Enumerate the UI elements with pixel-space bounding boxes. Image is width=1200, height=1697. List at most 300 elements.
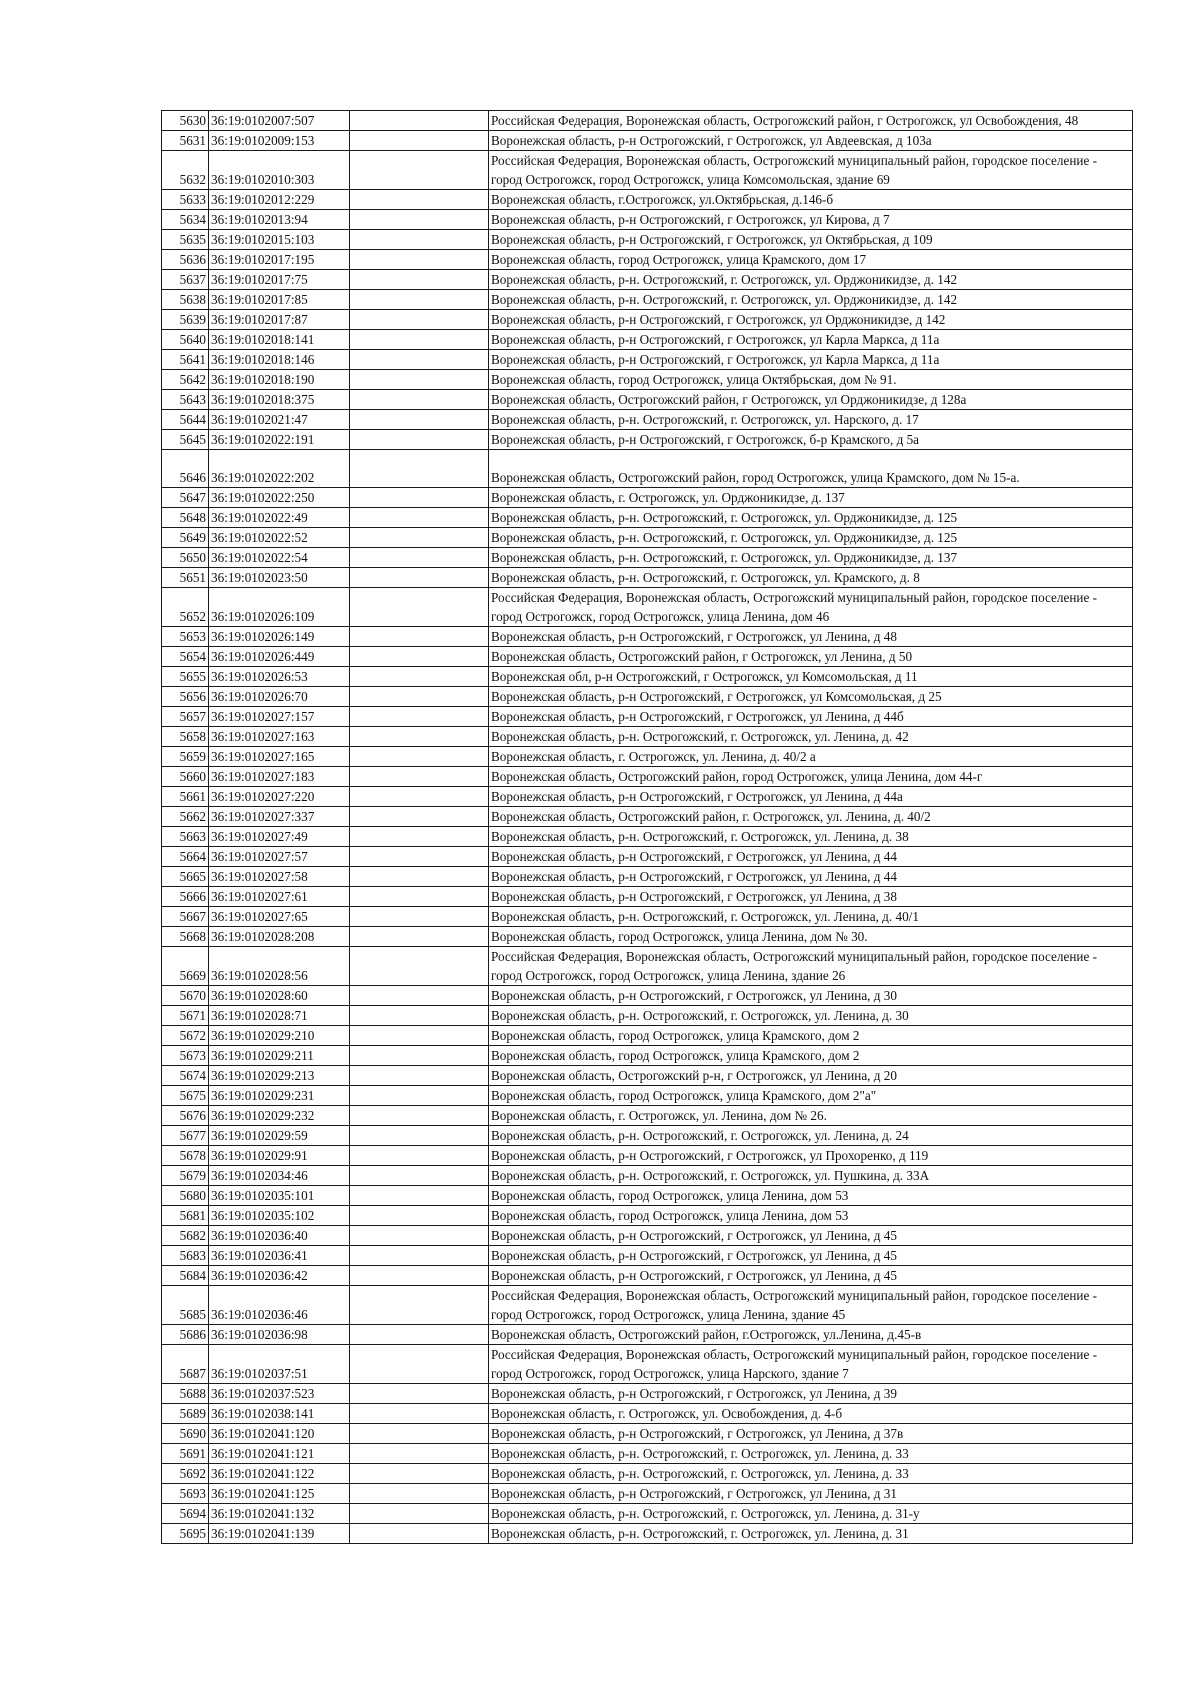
address-cell: Воронежская область, р-н. Острогожский, г. Острогожск, ул. Ленина, д. 31 bbox=[489, 1524, 1133, 1544]
table-row bbox=[162, 767, 1133, 787]
address-cell: Воронежская область, г. Острогожск, ул. Освобождения, д. 4-б bbox=[489, 1404, 1133, 1424]
table-row bbox=[162, 270, 1133, 290]
address-cell: Воронежская область, город Острогожск, улица Крамского, дом 2 bbox=[489, 1026, 1133, 1046]
address-cell: Воронежская область, р-н Острогожский, г Острогожск, ул Кирова, д 7 bbox=[489, 210, 1133, 230]
row-number-cell: 5666 bbox=[162, 887, 209, 907]
address-cell: Воронежская область, р-н. Острогожский, г. Острогожск, ул. Ленина, д. 30 bbox=[489, 1006, 1133, 1026]
table-row bbox=[162, 1484, 1133, 1504]
table-row bbox=[162, 727, 1133, 747]
address-cell: Воронежская область, р-н. Острогожский, г. Острогожск, ул. Нарского, д. 17 bbox=[489, 410, 1133, 430]
table-row bbox=[162, 330, 1133, 350]
row-number-cell: 5675 bbox=[162, 1086, 209, 1106]
table-row bbox=[162, 350, 1133, 370]
table-row bbox=[162, 1106, 1133, 1126]
cadastral-number-cell: 36:19:0102029:59 bbox=[209, 1126, 350, 1146]
cadastral-number-cell: 36:19:0102026:70 bbox=[209, 687, 350, 707]
table-row bbox=[162, 1126, 1133, 1146]
empty-cell bbox=[350, 430, 489, 450]
row-number-cell: 5673 bbox=[162, 1046, 209, 1066]
cadastral-number-cell: 36:19:0102029:211 bbox=[209, 1046, 350, 1066]
table-row bbox=[162, 1504, 1133, 1524]
cadastral-number-cell: 36:19:0102022:49 bbox=[209, 508, 350, 528]
cadastral-number-cell: 36:19:0102029:231 bbox=[209, 1086, 350, 1106]
row-number-cell: 5676 bbox=[162, 1106, 209, 1126]
address-cell: Воронежская область, р-н. Острогожский, г. Острогожск, ул. Орджоникидзе, д. 137 bbox=[489, 548, 1133, 568]
address-cell: Воронежская область, р-н Острогожский, г Острогожск, ул Карла Маркса, д 11а bbox=[489, 330, 1133, 350]
empty-cell bbox=[350, 1226, 489, 1246]
empty-cell bbox=[350, 747, 489, 767]
cadastral-number-cell: 36:19:0102022:191 bbox=[209, 430, 350, 450]
row-number-cell: 5655 bbox=[162, 667, 209, 687]
address-cell: Воронежская область, р-н. Острогожский, г. Острогожск, ул. Ленина, д. 38 bbox=[489, 827, 1133, 847]
empty-cell bbox=[350, 131, 489, 151]
cadastral-number-cell: 36:19:0102036:46 bbox=[209, 1286, 350, 1325]
empty-cell bbox=[350, 807, 489, 827]
row-number-cell: 5670 bbox=[162, 986, 209, 1006]
address-cell: Воронежская область, город Острогожск, улица Крамского, дом 2 bbox=[489, 1046, 1133, 1066]
empty-cell bbox=[350, 907, 489, 927]
empty-cell bbox=[350, 508, 489, 528]
table-row bbox=[162, 787, 1133, 807]
row-number-cell: 5637 bbox=[162, 270, 209, 290]
empty-cell bbox=[350, 707, 489, 727]
cadastral-number-cell: 36:19:0102010:303 bbox=[209, 151, 350, 190]
table-row bbox=[162, 907, 1133, 927]
table-row bbox=[162, 747, 1133, 767]
address-cell: Российская Федерация, Воронежская область, Острогожский муниципальный район, городское поселение - город Острогожск, город Острогожск, улица Ленина, здание 26 bbox=[489, 947, 1133, 986]
table-row bbox=[162, 1206, 1133, 1226]
address-cell: Воронежская область, р-н Острогожский, г Острогожск, ул Октябрьская, д 109 bbox=[489, 230, 1133, 250]
row-number-cell: 5660 bbox=[162, 767, 209, 787]
address-cell: Воронежская область, Острогожский район, город Острогожск, улица Ленина, дом 44-г bbox=[489, 767, 1133, 787]
empty-cell bbox=[350, 1266, 489, 1286]
cadastral-number-cell: 36:19:0102013:94 bbox=[209, 210, 350, 230]
row-number-cell: 5648 bbox=[162, 508, 209, 528]
row-number-cell: 5681 bbox=[162, 1206, 209, 1226]
row-number-cell: 5643 bbox=[162, 390, 209, 410]
empty-cell bbox=[350, 568, 489, 588]
empty-cell bbox=[350, 887, 489, 907]
table-row bbox=[162, 430, 1133, 450]
cadastral-number-cell: 36:19:0102028:208 bbox=[209, 927, 350, 947]
table-row bbox=[162, 588, 1133, 627]
empty-cell bbox=[350, 1166, 489, 1186]
cadastral-number-cell: 36:19:0102017:85 bbox=[209, 290, 350, 310]
empty-cell bbox=[350, 1524, 489, 1544]
cadastral-number-cell: 36:19:0102027:58 bbox=[209, 867, 350, 887]
address-cell: Воронежская область, г.Острогожск, ул.Октябрьская, д.146-б bbox=[489, 190, 1133, 210]
address-cell: Воронежская область, Острогожский район, г Острогожск, ул Ленина, д 50 bbox=[489, 647, 1133, 667]
row-number-cell: 5638 bbox=[162, 290, 209, 310]
empty-cell bbox=[350, 390, 489, 410]
cadastral-number-cell: 36:19:0102029:91 bbox=[209, 1146, 350, 1166]
address-cell: Воронежская область, р-н. Острогожский, г. Острогожск, ул. Ленина, д. 31-у bbox=[489, 1504, 1133, 1524]
empty-cell bbox=[350, 1444, 489, 1464]
address-cell: Российская Федерация, Воронежская область, Острогожский район, г Острогожск, ул Освобождения, 48 bbox=[489, 111, 1133, 131]
cadastral-number-cell: 36:19:0102029:232 bbox=[209, 1106, 350, 1126]
address-cell: Воронежская область, р-н Острогожский, г Острогожск, ул Орджоникидзе, д 142 bbox=[489, 310, 1133, 330]
empty-cell bbox=[350, 1384, 489, 1404]
cadastral-number-cell: 36:19:0102026:449 bbox=[209, 647, 350, 667]
empty-cell bbox=[350, 230, 489, 250]
cadastral-number-cell: 36:19:0102018:146 bbox=[209, 350, 350, 370]
empty-cell bbox=[350, 947, 489, 986]
row-number-cell: 5672 bbox=[162, 1026, 209, 1046]
cadastral-number-cell: 36:19:0102022:54 bbox=[209, 548, 350, 568]
row-number-cell: 5659 bbox=[162, 747, 209, 767]
row-number-cell: 5662 bbox=[162, 807, 209, 827]
address-cell: Воронежская область, р-н. Острогожский, г. Острогожск, ул. Ленина, д. 33 bbox=[489, 1464, 1133, 1484]
table-row bbox=[162, 1186, 1133, 1206]
address-cell: Воронежская область, Острогожский р-н, г Острогожск, ул Ленина, д 20 bbox=[489, 1066, 1133, 1086]
row-number-cell: 5640 bbox=[162, 330, 209, 350]
row-number-cell: 5642 bbox=[162, 370, 209, 390]
empty-cell bbox=[350, 488, 489, 508]
empty-cell bbox=[350, 847, 489, 867]
table-row bbox=[162, 1404, 1133, 1424]
empty-cell bbox=[350, 151, 489, 190]
address-cell: Воронежская область, город Острогожск, улица Крамского, дом 17 bbox=[489, 250, 1133, 270]
row-number-cell: 5636 bbox=[162, 250, 209, 270]
cadastral-number-cell: 36:19:0102041:139 bbox=[209, 1524, 350, 1544]
row-number-cell: 5631 bbox=[162, 131, 209, 151]
empty-cell bbox=[350, 1126, 489, 1146]
cadastral-number-cell: 36:19:0102041:122 bbox=[209, 1464, 350, 1484]
cadastral-number-cell: 36:19:0102037:523 bbox=[209, 1384, 350, 1404]
row-number-cell: 5651 bbox=[162, 568, 209, 588]
address-cell: Воронежская область, р-н Острогожский, г Острогожск, ул Ленина, д 39 bbox=[489, 1384, 1133, 1404]
address-cell: Воронежская область, р-н Острогожский, г Острогожск, б-р Крамского, д 5а bbox=[489, 430, 1133, 450]
row-number-cell: 5652 bbox=[162, 588, 209, 627]
empty-cell bbox=[350, 310, 489, 330]
empty-cell bbox=[350, 588, 489, 627]
address-cell: Российская Федерация, Воронежская область, Острогожский муниципальный район, городское поселение - город Острогожск, город Острогожск, улица Комсомольская, здание 69 bbox=[489, 151, 1133, 190]
table-row bbox=[162, 568, 1133, 588]
row-number-cell: 5682 bbox=[162, 1226, 209, 1246]
cadastral-number-cell: 36:19:0102027:337 bbox=[209, 807, 350, 827]
address-cell: Воронежская область, р-н Острогожский, г Острогожск, ул Авдеевская, д 103а bbox=[489, 131, 1133, 151]
empty-cell bbox=[350, 727, 489, 747]
row-number-cell: 5658 bbox=[162, 727, 209, 747]
empty-cell bbox=[350, 548, 489, 568]
cadastral-number-cell: 36:19:0102017:87 bbox=[209, 310, 350, 330]
cadastral-number-cell: 36:19:0102028:71 bbox=[209, 1006, 350, 1026]
table-row bbox=[162, 390, 1133, 410]
table-row bbox=[162, 250, 1133, 270]
address-cell: Воронежская область, Острогожский район, город Острогожск, улица Крамского, дом № 15-а. bbox=[489, 450, 1133, 488]
address-cell: Российская Федерация, Воронежская область, Острогожский муниципальный район, городское поселение - город Острогожск, город Острогожск, улица Ленина, здание 45 bbox=[489, 1286, 1133, 1325]
cadastral-number-cell: 36:19:0102027:163 bbox=[209, 727, 350, 747]
cadastral-number-cell: 36:19:0102027:49 bbox=[209, 827, 350, 847]
address-cell: Воронежская область, р-н Острогожский, г Острогожск, ул Ленина, д 48 bbox=[489, 627, 1133, 647]
row-number-cell: 5687 bbox=[162, 1345, 209, 1384]
cadastral-registry-table bbox=[161, 110, 1133, 1544]
row-number-cell: 5686 bbox=[162, 1325, 209, 1345]
cadastral-number-cell: 36:19:0102035:102 bbox=[209, 1206, 350, 1226]
table-row bbox=[162, 1384, 1133, 1404]
empty-cell bbox=[350, 1464, 489, 1484]
row-number-cell: 5656 bbox=[162, 687, 209, 707]
address-cell: Воронежская область, р-н. Острогожский, г. Острогожск, ул. Орджоникидзе, д. 125 bbox=[489, 528, 1133, 548]
table-row bbox=[162, 867, 1133, 887]
row-number-cell: 5689 bbox=[162, 1404, 209, 1424]
empty-cell bbox=[350, 190, 489, 210]
row-number-cell: 5678 bbox=[162, 1146, 209, 1166]
row-number-cell: 5650 bbox=[162, 548, 209, 568]
row-number-cell: 5693 bbox=[162, 1484, 209, 1504]
row-number-cell: 5630 bbox=[162, 111, 209, 131]
row-number-cell: 5690 bbox=[162, 1424, 209, 1444]
row-number-cell: 5665 bbox=[162, 867, 209, 887]
row-number-cell: 5677 bbox=[162, 1126, 209, 1146]
empty-cell bbox=[350, 370, 489, 390]
address-cell: Воронежская область, р-н Острогожский, г Острогожск, ул Ленина, д 44 bbox=[489, 847, 1133, 867]
table-row bbox=[162, 508, 1133, 528]
table-row bbox=[162, 190, 1133, 210]
empty-cell bbox=[350, 986, 489, 1006]
table-row bbox=[162, 1026, 1133, 1046]
empty-cell bbox=[350, 767, 489, 787]
row-number-cell: 5680 bbox=[162, 1186, 209, 1206]
cadastral-number-cell: 36:19:0102036:41 bbox=[209, 1246, 350, 1266]
table-row bbox=[162, 1046, 1133, 1066]
address-cell: Воронежская область, р-н Острогожский, г Острогожск, ул Ленина, д 30 bbox=[489, 986, 1133, 1006]
address-cell: Воронежская область, Острогожский район, г Острогожск, ул Орджоникидзе, д 128а bbox=[489, 390, 1133, 410]
cadastral-number-cell: 36:19:0102029:210 bbox=[209, 1026, 350, 1046]
table-row bbox=[162, 1345, 1133, 1384]
address-cell: Воронежская область, р-н. Острогожский, г. Острогожск, ул. Ленина, д. 24 bbox=[489, 1126, 1133, 1146]
cadastral-number-cell: 36:19:0102037:51 bbox=[209, 1345, 350, 1384]
table-row bbox=[162, 528, 1133, 548]
row-number-cell: 5653 bbox=[162, 627, 209, 647]
empty-cell bbox=[350, 927, 489, 947]
address-cell: Воронежская область, г. Острогожск, ул. Ленина, дом № 26. bbox=[489, 1106, 1133, 1126]
row-number-cell: 5664 bbox=[162, 847, 209, 867]
cadastral-number-cell: 36:19:0102028:56 bbox=[209, 947, 350, 986]
address-cell: Воронежская область, р-н Острогожский, г Острогожск, ул Ленина, д 45 bbox=[489, 1266, 1133, 1286]
row-number-cell: 5683 bbox=[162, 1246, 209, 1266]
row-number-cell: 5684 bbox=[162, 1266, 209, 1286]
table-row bbox=[162, 887, 1133, 907]
cadastral-number-cell: 36:19:0102041:121 bbox=[209, 1444, 350, 1464]
row-number-cell: 5646 bbox=[162, 450, 209, 488]
cadastral-number-cell: 36:19:0102036:40 bbox=[209, 1226, 350, 1246]
row-number-cell: 5679 bbox=[162, 1166, 209, 1186]
cadastral-number-cell: 36:19:0102018:141 bbox=[209, 330, 350, 350]
address-cell: Воронежская область, г. Острогожск, ул. Ленина, д. 40/2 а bbox=[489, 747, 1133, 767]
row-number-cell: 5661 bbox=[162, 787, 209, 807]
address-cell: Воронежская область, Острогожский район, г.Острогожск, ул.Ленина, д.45-в bbox=[489, 1325, 1133, 1345]
address-cell: Воронежская область, р-н. Острогожский, г. Острогожск, ул. Ленина, д. 42 bbox=[489, 727, 1133, 747]
cadastral-number-cell: 36:19:0102027:183 bbox=[209, 767, 350, 787]
address-cell: Воронежская область, город Острогожск, улица Октябрьская, дом № 91. bbox=[489, 370, 1133, 390]
address-cell: Российская Федерация, Воронежская область, Острогожский муниципальный район, городское поселение - город Острогожск, город Острогожск, улица Ленина, дом 46 bbox=[489, 588, 1133, 627]
table-row bbox=[162, 1524, 1133, 1544]
row-number-cell: 5668 bbox=[162, 927, 209, 947]
empty-cell bbox=[350, 290, 489, 310]
cadastral-number-cell: 36:19:0102028:60 bbox=[209, 986, 350, 1006]
empty-cell bbox=[350, 1106, 489, 1126]
row-number-cell: 5691 bbox=[162, 1444, 209, 1464]
table-row bbox=[162, 488, 1133, 508]
table-row bbox=[162, 290, 1133, 310]
address-cell: Воронежская область, р-н. Острогожский, г. Острогожск, ул. Ленина, д. 40/1 bbox=[489, 907, 1133, 927]
table-row bbox=[162, 687, 1133, 707]
address-cell: Воронежская обл, р-н Острогожский, г Острогожск, ул Комсомольская, д 11 bbox=[489, 667, 1133, 687]
table-row bbox=[162, 151, 1133, 190]
empty-cell bbox=[350, 867, 489, 887]
address-cell: Воронежская область, р-н Острогожский, г Острогожск, ул Ленина, д 38 bbox=[489, 887, 1133, 907]
cadastral-number-cell: 36:19:0102034:46 bbox=[209, 1166, 350, 1186]
row-number-cell: 5654 bbox=[162, 647, 209, 667]
cadastral-number-cell: 36:19:0102017:195 bbox=[209, 250, 350, 270]
table-row bbox=[162, 1166, 1133, 1186]
row-number-cell: 5639 bbox=[162, 310, 209, 330]
address-cell: Воронежская область, город Острогожск, улица Ленина, дом 53 bbox=[489, 1186, 1133, 1206]
empty-cell bbox=[350, 1026, 489, 1046]
row-number-cell: 5641 bbox=[162, 350, 209, 370]
cadastral-number-cell: 36:19:0102015:103 bbox=[209, 230, 350, 250]
row-number-cell: 5649 bbox=[162, 528, 209, 548]
empty-cell bbox=[350, 1046, 489, 1066]
cadastral-number-cell: 36:19:0102007:507 bbox=[209, 111, 350, 131]
cadastral-number-cell: 36:19:0102041:120 bbox=[209, 1424, 350, 1444]
cadastral-number-cell: 36:19:0102022:52 bbox=[209, 528, 350, 548]
cadastral-number-cell: 36:19:0102018:190 bbox=[209, 370, 350, 390]
cadastral-number-cell: 36:19:0102029:213 bbox=[209, 1066, 350, 1086]
table-row bbox=[162, 1006, 1133, 1026]
cadastral-number-cell: 36:19:0102027:220 bbox=[209, 787, 350, 807]
address-cell: Воронежская область, р-н. Острогожский, г. Острогожск, ул. Орджоникидзе, д. 142 bbox=[489, 270, 1133, 290]
table-row bbox=[162, 410, 1133, 430]
empty-cell bbox=[350, 250, 489, 270]
row-number-cell: 5692 bbox=[162, 1464, 209, 1484]
row-number-cell: 5669 bbox=[162, 947, 209, 986]
table-row bbox=[162, 131, 1133, 151]
table-row bbox=[162, 111, 1133, 131]
cadastral-number-cell: 36:19:0102009:153 bbox=[209, 131, 350, 151]
address-cell: Российская Федерация, Воронежская область, Острогожский муниципальный район, городское поселение - город Острогожск, город Острогожск, улица Нарского, здание 7 bbox=[489, 1345, 1133, 1384]
empty-cell bbox=[350, 1086, 489, 1106]
address-cell: Воронежская область, р-н Острогожский, г Острогожск, ул Ленина, д 37в bbox=[489, 1424, 1133, 1444]
empty-cell bbox=[350, 350, 489, 370]
table-row bbox=[162, 807, 1133, 827]
address-cell: Воронежская область, р-н Острогожский, г Острогожск, ул Ленина, д 45 bbox=[489, 1226, 1133, 1246]
empty-cell bbox=[350, 528, 489, 548]
address-cell: Воронежская область, Острогожский район, г. Острогожск, ул. Ленина, д. 40/2 bbox=[489, 807, 1133, 827]
table-row bbox=[162, 1286, 1133, 1325]
empty-cell bbox=[350, 1325, 489, 1345]
empty-cell bbox=[350, 627, 489, 647]
address-cell: Воронежская область, р-н. Острогожский, г. Острогожск, ул. Ленина, д. 33 bbox=[489, 1444, 1133, 1464]
address-cell: Воронежская область, р-н. Острогожский, г. Острогожск, ул. Орджоникидзе, д. 142 bbox=[489, 290, 1133, 310]
cadastral-number-cell: 36:19:0102027:157 bbox=[209, 707, 350, 727]
table-row bbox=[162, 1066, 1133, 1086]
address-cell: Воронежская область, р-н Острогожский, г Острогожск, ул Ленина, д 44 bbox=[489, 867, 1133, 887]
table-row bbox=[162, 310, 1133, 330]
cadastral-number-cell: 36:19:0102012:229 bbox=[209, 190, 350, 210]
table-row bbox=[162, 986, 1133, 1006]
row-number-cell: 5674 bbox=[162, 1066, 209, 1086]
table-row bbox=[162, 647, 1133, 667]
address-cell: Воронежская область, г. Острогожск, ул. Орджоникидзе, д. 137 bbox=[489, 488, 1133, 508]
row-number-cell: 5633 bbox=[162, 190, 209, 210]
table-row bbox=[162, 947, 1133, 986]
empty-cell bbox=[350, 1186, 489, 1206]
address-cell: Воронежская область, р-н. Острогожский, г. Острогожск, ул. Пушкина, д. 33А bbox=[489, 1166, 1133, 1186]
empty-cell bbox=[350, 111, 489, 131]
cadastral-number-cell: 36:19:0102027:57 bbox=[209, 847, 350, 867]
row-number-cell: 5632 bbox=[162, 151, 209, 190]
table-row bbox=[162, 1325, 1133, 1345]
table-row bbox=[162, 1444, 1133, 1464]
row-number-cell: 5647 bbox=[162, 488, 209, 508]
cadastral-number-cell: 36:19:0102041:125 bbox=[209, 1484, 350, 1504]
row-number-cell: 5634 bbox=[162, 210, 209, 230]
address-cell: Воронежская область, р-н. Острогожский, г. Острогожск, ул. Крамского, д. 8 bbox=[489, 568, 1133, 588]
row-number-cell: 5645 bbox=[162, 430, 209, 450]
empty-cell bbox=[350, 450, 489, 488]
cadastral-number-cell: 36:19:0102022:202 bbox=[209, 450, 350, 488]
cadastral-number-cell: 36:19:0102041:132 bbox=[209, 1504, 350, 1524]
table-row bbox=[162, 1226, 1133, 1246]
empty-cell bbox=[350, 1424, 489, 1444]
address-cell: Воронежская область, р-н Острогожский, г Острогожск, ул Комсомольская, д 25 bbox=[489, 687, 1133, 707]
address-cell: Воронежская область, город Острогожск, улица Ленина, дом № 30. bbox=[489, 927, 1133, 947]
empty-cell bbox=[350, 1484, 489, 1504]
empty-cell bbox=[350, 667, 489, 687]
empty-cell bbox=[350, 787, 489, 807]
empty-cell bbox=[350, 1206, 489, 1226]
empty-cell bbox=[350, 1504, 489, 1524]
table-row bbox=[162, 827, 1133, 847]
empty-cell bbox=[350, 1146, 489, 1166]
cadastral-number-cell: 36:19:0102036:42 bbox=[209, 1266, 350, 1286]
row-number-cell: 5685 bbox=[162, 1286, 209, 1325]
table-row bbox=[162, 927, 1133, 947]
row-number-cell: 5671 bbox=[162, 1006, 209, 1026]
address-cell: Воронежская область, город Острогожск, улица Ленина, дом 53 bbox=[489, 1206, 1133, 1226]
empty-cell bbox=[350, 1066, 489, 1086]
table-body bbox=[162, 111, 1133, 1544]
empty-cell bbox=[350, 1246, 489, 1266]
address-cell: Воронежская область, р-н. Острогожский, г. Острогожск, ул. Орджоникидзе, д. 125 bbox=[489, 508, 1133, 528]
cadastral-number-cell: 36:19:0102035:101 bbox=[209, 1186, 350, 1206]
cadastral-number-cell: 36:19:0102027:65 bbox=[209, 907, 350, 927]
row-number-cell: 5694 bbox=[162, 1504, 209, 1524]
empty-cell bbox=[350, 410, 489, 430]
row-number-cell: 5635 bbox=[162, 230, 209, 250]
table-row bbox=[162, 1424, 1133, 1444]
cadastral-number-cell: 36:19:0102027:61 bbox=[209, 887, 350, 907]
table-row bbox=[162, 210, 1133, 230]
row-number-cell: 5667 bbox=[162, 907, 209, 927]
address-cell: Воронежская область, город Острогожск, улица Крамского, дом 2"а" bbox=[489, 1086, 1133, 1106]
address-cell: Воронежская область, р-н Острогожский, г Острогожск, ул Ленина, д 31 bbox=[489, 1484, 1133, 1504]
table-row bbox=[162, 847, 1133, 867]
table-row bbox=[162, 707, 1133, 727]
empty-cell bbox=[350, 687, 489, 707]
empty-cell bbox=[350, 210, 489, 230]
table-row bbox=[162, 1266, 1133, 1286]
cadastral-number-cell: 36:19:0102026:109 bbox=[209, 588, 350, 627]
empty-cell bbox=[350, 270, 489, 290]
address-cell: Воронежская область, р-н Острогожский, г Острогожск, ул Прохоренко, д 119 bbox=[489, 1146, 1133, 1166]
table-row bbox=[162, 1086, 1133, 1106]
row-number-cell: 5644 bbox=[162, 410, 209, 430]
table-row bbox=[162, 230, 1133, 250]
cadastral-number-cell: 36:19:0102026:53 bbox=[209, 667, 350, 687]
